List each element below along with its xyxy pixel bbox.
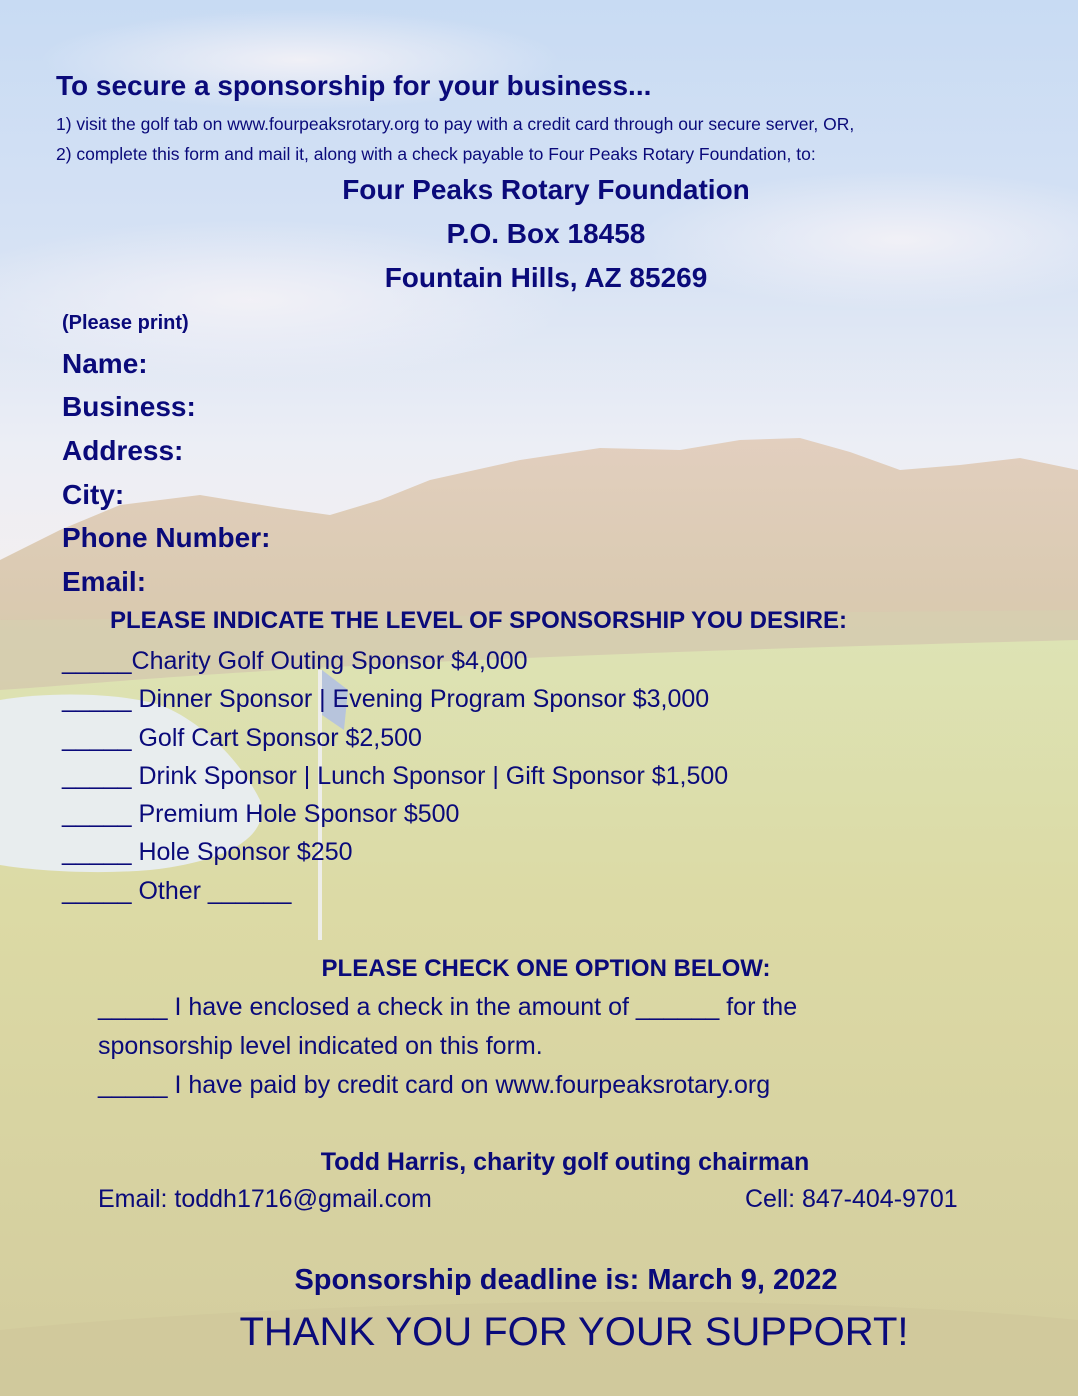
sponsorship-level-option: _____ Dinner Sponsor | Evening Program Sponsor $3,000: [62, 685, 710, 713]
address-field-label: Address:: [62, 435, 184, 466]
sponsorship-level-option: _____ Drink Sponsor | Lunch Sponsor | Gift Sponsor $1,500: [62, 762, 729, 790]
email-field-label: Email:: [62, 566, 147, 597]
business-field-label: Business:: [62, 391, 196, 422]
name-field-label: Name:: [62, 348, 148, 379]
contact-email: Email: toddh1716@gmail.com: [98, 1185, 432, 1213]
sponsorship-level-option: _____Charity Golf Outing Sponsor $4,000: [62, 647, 528, 675]
sponsorship-level-heading: PLEASE INDICATE THE LEVEL OF SPONSORSHIP YOU DESIRE:: [110, 607, 848, 634]
instruction-step-1: 1) visit the golf tab on www.fourpeaksrotary.org to pay with a credit card through our secure server, OR,: [56, 114, 855, 134]
sponsorship-level-option: _____ Premium Hole Sponsor $500: [62, 800, 460, 828]
sponsorship-level-option: _____ Hole Sponsor $250: [62, 838, 353, 866]
payment-option-check-line-1: _____ I have enclosed a check in the amount of ______ for the: [98, 993, 798, 1021]
page-title: To secure a sponsorship for your business...: [56, 70, 652, 101]
sponsorship-level-option: _____ Other ______: [62, 877, 292, 905]
phone-number-field-label: Phone Number:: [62, 522, 271, 553]
mailing-address-po-box: P.O. Box 18458: [446, 218, 646, 249]
chairman-name: Todd Harris, charity golf outing chairman: [320, 1148, 810, 1176]
payment-option-check-line-2: sponsorship level indicated on this form.: [98, 1032, 543, 1060]
instruction-step-2: 2) complete this form and mail it, along with a check payable to Four Peaks Rotary Foundation, to:: [56, 144, 816, 164]
sponsorship-level-option: _____ Golf Cart Sponsor $2,500: [62, 724, 422, 752]
contact-cell-phone: Cell: 847-404-9701: [745, 1185, 958, 1213]
mailing-address-city: Fountain Hills, AZ 85269: [384, 262, 708, 293]
city-field-label: City:: [62, 479, 125, 510]
sponsorship-deadline: Sponsorship deadline is: March 9, 2022: [294, 1264, 838, 1296]
mailing-address-name: Four Peaks Rotary Foundation: [342, 174, 750, 205]
thank-you-message: THANK YOU FOR YOUR SUPPORT!: [239, 1310, 909, 1354]
payment-option-credit-card: _____ I have paid by credit card on www.fourpeaksrotary.org: [98, 1071, 771, 1099]
payment-option-heading: PLEASE CHECK ONE OPTION BELOW:: [321, 955, 771, 982]
please-print-note: (Please print): [62, 312, 189, 334]
